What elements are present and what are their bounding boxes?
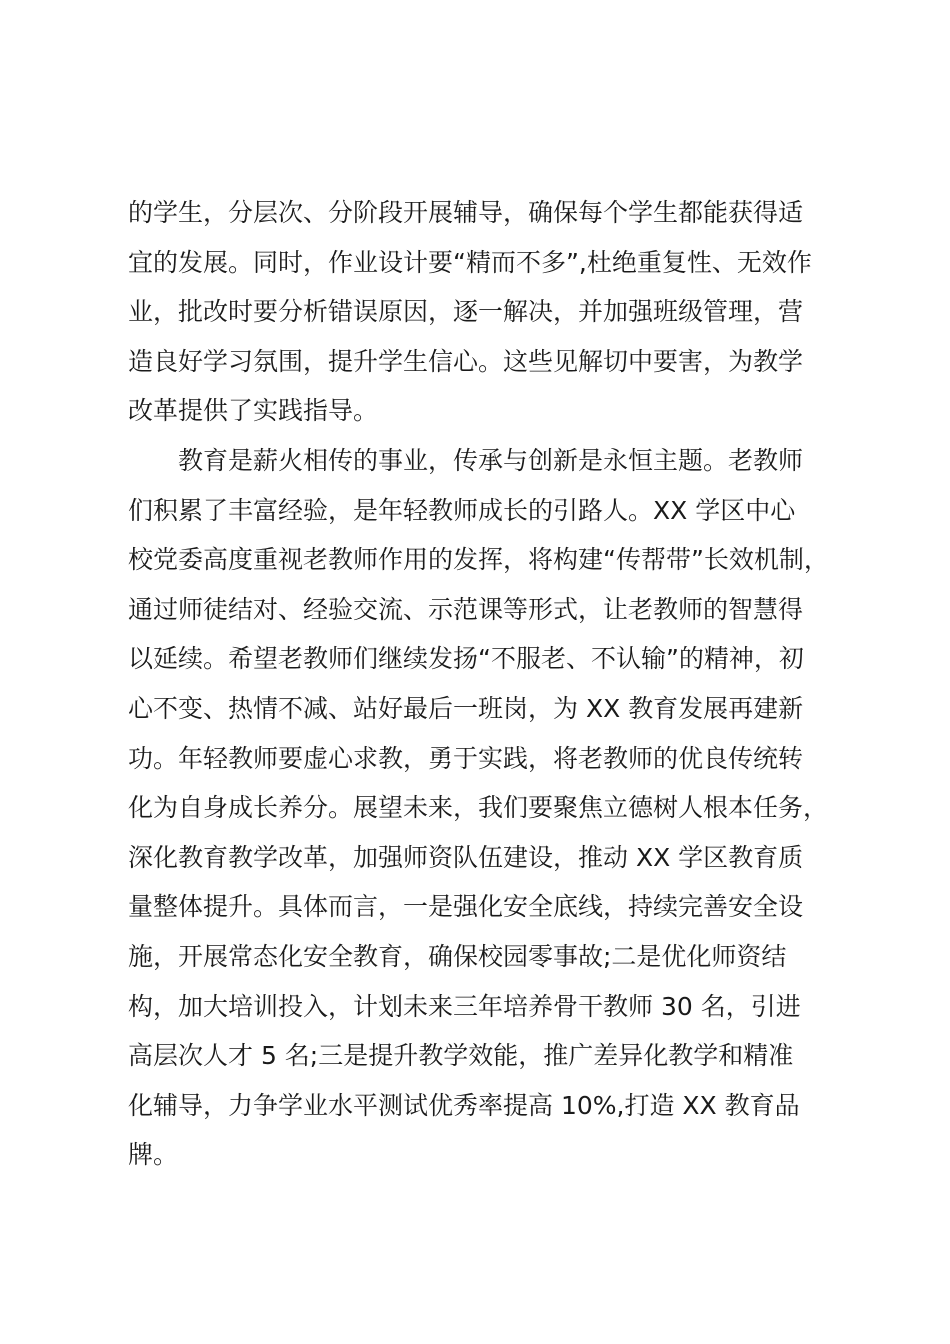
paragraph-2 [128,436,828,1180]
paragraph-line: 高层次人才 5 名;三是提升教学效能，推广差异化教学和精准 [128,1041,794,1071]
paragraph-line: 构，加大培训投入，计划未来三年培养骨干教师 30 名，引进 [128,991,801,1021]
paragraph-line: 的学生，分层次、分阶段开展辅导，确保每个学生都能获得适 [128,198,804,227]
paragraph-line: 校党委高度重视老教师作用的发挥，将构建“传帮带”长效机制， [128,545,829,575]
paragraph-1 [128,188,828,436]
paragraph-line: 教育是薪火相传的事业，传承与创新是永恒主题。老教师 [128,445,804,475]
paragraph-line: 量整体提升。具体而言，一是强化安全底线，持续完善安全设 [128,892,804,922]
paragraph-line: 深化教育教学改革，加强师资队伍建设，推动 XX 学区教育质 [128,842,804,872]
paragraph-line: 改革提供了实践指导。 [128,396,379,426]
paragraph-line: 业，批改时要分析错误原因，逐一解决，并加强班级管理，营 [128,297,804,327]
document-body [128,188,828,1180]
paragraph-line: 通过师徒结对、经验交流、示范课等形式，让老教师的智慧得 [128,594,804,624]
paragraph-line: 们积累了丰富经验，是年轻教师成长的引路人。XX 学区中心 [128,495,796,525]
paragraph-line: 化辅导，力争学业水平测试优秀率提高 10%,打造 XX 教育品 [128,1090,800,1120]
paragraph-line: 心不变、热情不减、站好最后一班岗，为 XX 教育发展再建新 [128,693,804,723]
paragraph-line: 造良好学习氛围，提升学生信心。这些见解切中要害，为教学 [128,346,804,376]
paragraph-line: 以延续。希望老教师们继续发扬“不服老、不认输”的精神，初 [128,644,804,674]
paragraph-line: 牌。 [128,1140,179,1170]
paragraph-line: 化为自身成长养分。展望未来，我们要聚焦立德树人根本任务， [128,793,829,823]
paragraph-line: 施，开展常态化安全教育，确保校园零事故;二是优化师资结 [128,941,787,971]
paragraph-line: 宜的发展。同时，作业设计要“精而不多”,杜绝重复性、无效作 [128,247,812,277]
paragraph-line: 功。年轻教师要虚心求教，勇于实践，将老教师的优良传统转 [128,743,804,773]
